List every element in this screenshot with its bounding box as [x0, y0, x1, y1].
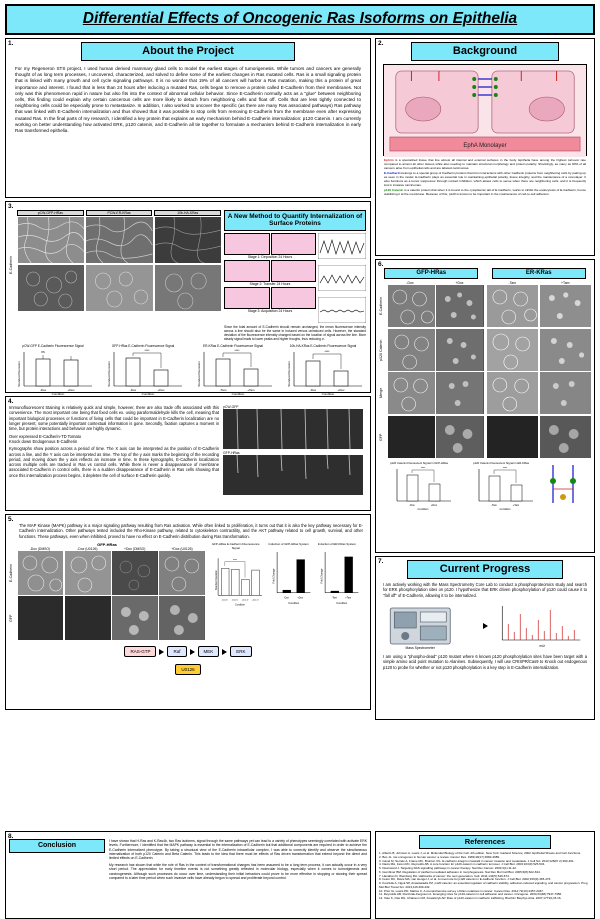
left-column: [5, 38, 371, 828]
micrograph: [388, 416, 435, 458]
micrograph: [86, 265, 152, 311]
legend-term-0: Ephrin: [384, 158, 394, 162]
kymograph-text-2: Kymographs show position across a period of time. The X axis can be interpreted as the position of E-Cadherin across a line, and the Y axis can be interpreted as time. The top of the y axis marks the beginning of the recording period, and moving down the y axis reflects an increase in time. In these kymographs, E-Cadherin localization across multiple cells are tracked in Ras vs control cells. While there is never a disappearance of membrane associated E-Cadherin in control cells, there is a sudden disappearance of E-Cadherin in Ras cells showing that once this internalization process begins, it depletes the cell of surface E-Cadherin quickly.: [9, 446, 219, 478]
schematic-cell: [224, 260, 270, 282]
schematic-cell: [224, 233, 270, 255]
reference-item: 12. Xiao K, Oas RG, Chiasson CM, Kowalczyk AP. Role of p120-catenin in cadherin trafficking. Biochim Biophys Acta. 2007;1773(1):8-16.: [379, 896, 562, 900]
pathway-node-raf: Raf: [167, 646, 186, 657]
bar-chart-induction-hras: [266, 546, 312, 608]
svg-text:+Tam: +Tam: [247, 388, 255, 393]
svg-text:Fold Change: Fold Change: [320, 568, 324, 584]
bar-chart-2: [189, 348, 277, 396]
p120-col-hras-1: +Dox: [455, 281, 464, 285]
poster-columns: [5, 38, 595, 828]
p120-row-label-0: E-Cadherin: [379, 296, 383, 316]
mass-spectrometer-illustration: [383, 602, 480, 650]
micrograph: [112, 551, 158, 595]
mapk-panel-title: GFP-HRas: [97, 541, 117, 547]
micrograph: [18, 217, 84, 263]
arrow-icon: [159, 649, 164, 655]
row-label-ecadherin: E-Cadherin: [9, 255, 13, 275]
svg-text:+Dox: +Dox: [67, 388, 75, 393]
progress-text-2: I am using a "phospho-dead" p120 mutant where 6 known p120 phosphorylation sites have been target with a simple amino acid point mutation to Alanines. Subsequently, I will use CRISPR/Cas9 to Knock out endogenous p120 to probe for whether or not p120 phosphorylation is a key step in E-Cadherin internalization.: [383, 653, 587, 670]
svg-text:-Dox U: -Dox U: [231, 599, 239, 602]
legend-item-ephrin: [384, 159, 586, 171]
reference-item: 9. Kourtidis A, Ngok SP, Anastasiadis PZ. p120 catenin: an essential regulator of cadherin stability, adhesion-induced signaling, and cancer progression. Prog Mol Biol Transl Sci. 2013;116:409-432.: [379, 881, 588, 889]
bar-chart-3: [279, 348, 367, 396]
bar-chart-p120-hras: [379, 465, 459, 511]
svg-text:Condition: Condition: [417, 507, 429, 511]
micrograph: [155, 265, 221, 311]
kymograph-bullet-0: Over expressed E-Cadherin-TD Tomato: [9, 433, 82, 439]
construct-label-2: 10b-HA-KRas: [154, 210, 221, 216]
legend-item-p120: [384, 189, 586, 197]
p120-heading-1: ER-KRas: [492, 268, 586, 279]
legend-item-ecadherin: [384, 172, 586, 188]
method-heading: A New Method to Quantify Internalization of Surface Proteins: [224, 210, 366, 231]
reference-item: 5. Downward J. Targeting RAS signalling pathways in cancer therapy. Nat Rev Cancer. 2003;3(1):11-22.: [379, 866, 517, 870]
legend-term-1: E-Cadherin: [384, 170, 401, 175]
svg-text:m/z: m/z: [539, 643, 545, 648]
kymograph-text: Immunofluorescent Staining is relatively quick and simple, however, there are also trade offs associated with this convenience. The most important one being that fixed cells ex. using paraformaldehyde kills the cell, meaning that important biological processes or functions of living cells that could be important in E-Cadherin localization are no longer present; some potentially important contextual information is gone. Secondly, fixation captures a moment in time, but protein interactions and behavior are highly dynamic.: [9, 405, 219, 432]
about-heading: About the Project: [81, 42, 296, 61]
method-caption: Since the total amount of E-Cadherin should remain unchanged, the mean fluorescence intensity across a line should also be the same in induced versus uninduced cells. However, the standard deviation of the fluorescence intensity changed based on the location of signal across the line. More steady signal leads to lower peaks and higher troughs, thus reducing σ.: [224, 325, 366, 342]
svg-text:+Dox: +Dox: [296, 596, 303, 600]
bar-chart-induction-kras: [314, 546, 360, 608]
mapk-text: The MAP Kinase (MAPK) pathway is a major signaling pathway resulting from Ras activation. While often linked to proliferation, it turns out that it is also the key pathway necessary for E-Cadherin internalization. Other pathways tested included the Rho-Kinase pathway, related to cytoskeleton contractility, and the AKT pathway related to cell growth, survival, and other functions. These pathways, even when inhibited, proved to have no effect on E-Cadherin distribution during Ras transformation.: [19, 523, 363, 539]
svg-text:+Dox: +Dox: [430, 503, 438, 507]
reference-item: 8. Ireton RC, Davis MA, van Hengel J, et al. A novel role for p120 catenin in E-cadherin function. J Cell Biol. 2002;159(3):465-476.: [379, 877, 552, 882]
trace-plot-3: [318, 297, 366, 323]
p120-chart-title-0: p120 Catenin Fluorescent Signal in GFP-HRas: [390, 460, 448, 465]
panel-2-number: 2.: [378, 40, 384, 47]
svg-text:Standard Deviation: Standard Deviation: [197, 361, 201, 388]
svg-text:Mass Spectrometer: Mass Spectrometer: [405, 645, 435, 650]
panel-3-number: 3.: [8, 203, 14, 210]
svg-text:Condition: Condition: [336, 601, 347, 605]
micrograph: [65, 596, 111, 640]
arrow-icon: [190, 649, 195, 655]
svg-text:+Dox: +Dox: [157, 388, 165, 393]
kymo-label-0: pCW-GFP: [223, 405, 239, 409]
svg-text:-Dox D: -Dox D: [221, 599, 228, 602]
reference-item: 3. Canel M, Serrels A, Frame MC, Brunton VG. E-cadherin-integrin crosstalk in cancer invasion and metastasis. J Cell Sci. 2013;126(Pt 2):393-401.: [379, 858, 575, 863]
footer-row: [5, 831, 595, 919]
svg-text:Standard Deviation: Standard Deviation: [107, 361, 111, 388]
mass-spectrum-plot: [491, 602, 588, 650]
trace-plot-1: [318, 233, 366, 259]
panel-8-number: 8.: [8, 833, 14, 840]
svg-text:-Dox: -Dox: [309, 388, 317, 393]
kymograph-image-ras: [223, 455, 363, 495]
panel-references: [375, 831, 595, 919]
mapk-col-1: -Dox (U0126): [77, 546, 98, 551]
pathway-node-mek: MEK: [198, 646, 220, 657]
mapk-col-2: +Dox (DMSO): [123, 546, 146, 551]
svg-text:Fold Change: Fold Change: [271, 568, 275, 584]
conclusion-heading: Conclusion: [9, 839, 105, 853]
panel-method: [5, 201, 371, 397]
epithelium-diagram: [383, 64, 587, 156]
kymograph-bullet-1: Knock down Endogenous E-Cadherin: [9, 438, 78, 444]
svg-text:+Tam: +Tam: [512, 503, 520, 507]
panel-1-number: 1.: [8, 40, 14, 47]
svg-text:Standard Deviation: Standard Deviation: [17, 361, 21, 388]
reference-item: 4. Davis MA, Ireton RC, Reynolds AB. A core function for p120-catenin in cadherin turnover. J Cell Biol. 2003;163(3):525-534.: [379, 862, 546, 867]
micrograph: [65, 551, 111, 595]
panel-5-number: 5.: [8, 516, 14, 523]
p120-row-label-3: GFP: [379, 432, 383, 441]
svg-text:Standard Deviation: Standard Deviation: [287, 361, 291, 388]
micrograph: [487, 372, 539, 414]
svg-text:Condition: Condition: [231, 392, 245, 397]
micrograph: [487, 416, 539, 458]
micrograph: [18, 551, 64, 595]
reference-item: 10. Prior IA, Lewis PD, Mattos C. A comprehensive survey of Ras mutations in cancer. Cancer Res. 2012;72(10):2457-2467.: [379, 888, 544, 893]
micrograph: [388, 285, 435, 327]
micrograph: [159, 551, 205, 595]
svg-text:-Tam: -Tam: [331, 596, 337, 600]
mapk-row-label-1: GFP: [9, 614, 13, 623]
schematic-cell: [271, 233, 317, 255]
conclusion-text: I have shown that H-Ras and K-Ras4b, two Ras isoforms, signal through the same pathways yet can lead to a variety of phenotypes seemingly correlated with activate ERK levels. Furthermore, I identified that the MAPK pathway is essential to the internalization of E-Cadherin but that additional components are required in order to achieve the E-Cadherin internalized phenotype. By taking a structural view of the E-Cadherin intracellular complex, I was able to correctly identify and observe the simultaneous internalization of both p120 Catenin and Beta Catenin. This leads to the idea that there must be effects of Ras driven transformation that extend beyond the direct and limited effects on E-Cadherin.: [109, 839, 367, 861]
micrograph: [436, 416, 483, 458]
svg-text:+Tam: +Tam: [345, 596, 351, 600]
svg-text:****: ****: [502, 465, 508, 470]
micrograph: [540, 329, 592, 371]
svg-text:Condition: Condition: [499, 507, 511, 511]
p120-row-label-1: p120 Catenin: [379, 338, 383, 361]
right-column: [375, 38, 595, 828]
svg-text:Condition: Condition: [321, 392, 335, 397]
p120-col-hras-0: -Dox: [406, 281, 414, 285]
panel-kymograph: [5, 396, 371, 511]
progress-heading: Current Progress: [407, 560, 564, 579]
reference-item: 2. Bos JL. ras oncogenes in human cancer: a review. Cancer Res. 1989;49(17):4682-4689.: [379, 854, 500, 859]
chart-title-2: ER-KRas E-Cadherin Fluorescence Signal: [202, 344, 264, 349]
micrograph: [112, 596, 158, 640]
svg-text:-Tam: -Tam: [219, 388, 227, 393]
svg-text:Standard Deviation: Standard Deviation: [216, 570, 219, 591]
arrow-icon: [483, 623, 488, 629]
schematic-cell: [271, 260, 317, 282]
svg-text:+Dox: +Dox: [337, 388, 345, 393]
construct-label-0: pCW-GFP-HRas: [17, 210, 84, 216]
micrograph: [155, 217, 221, 263]
svg-text:-Tam: -Tam: [491, 503, 497, 507]
poster-title: [5, 4, 595, 35]
panel-7-number: 7.: [378, 558, 384, 565]
about-text: For my Regeneron STS project, I used human derived mammary gland cells to model the earliest stages of tumorigenesis. While tumors and cancers are generally thought of as long term processes, I uncovered, characterized, and solved to define some of the earliest changes in Ras mutated cells. Ras is a small signaling protein that is linked with many growth and cell cycle signaling pathways. It is no wonder that 19% of all cancers will harbor a Ras mutation, making this a protein of great importance and interest. I found that in less than 24 hours after inducing a mutated Ras, cells began to remove a protein called E-Cadherin from their membranes. Not only was this phenomenon rapid in nature but also fits into the context of abnormal cellular behavior. Since E-Cadherin normally acts as a "glue" between neighboring cells, this finding could explain why certain cancerous cells are more likely to detach from neighboring cells and float off. Cells that are less tightly connected to neighboring cells could be especially prone to metastasize. In addition, I also worked to uncover the specific (as there are many Ras associated pathways) Ras pathway that was linked with E-Cadherin internalization and thus showed that it was possible to stop cells from removing E-Cadherin from the membrane even after expressing mutated Ras. In the final parts of my research, I identified a key protein that explains an early mechanism behind E-Cadherin internalization: p120 Catenin. I am currently working on better understanding how activated ERK, p120 catenin, and E-Cadherin all tie together to formulate a mechanism behind E-Cadherin internalization in early Ras transformed epithelia.: [15, 66, 361, 133]
mapk-row-label-0: E-Cadherin: [9, 563, 13, 583]
micrograph: [540, 372, 592, 414]
trace-plot-2: [318, 265, 366, 291]
svg-text:+Dox U: +Dox U: [251, 599, 259, 602]
bar-chart-mapk: [208, 550, 264, 612]
page-title: Differential Effects of Oncogenic Ras Isoforms on Epithelia: [82, 10, 518, 27]
panel-about: [5, 38, 371, 198]
legend-text-1: belongs to a special group of Cadherin proteins that form interactions with other Cadherin proteins from neighboring cells by pairing up as seen in the model. E-Cadherin plays an essential role in maintaining epithelial polarity, tissue integrity, and the maintenance of a monolayer. It also functions as a tumor suppressor through contact inhibition, which allows cells to sense when there are neighboring cells, and it is frequently lost in invasive carcinomas.: [384, 170, 586, 187]
micrograph: [86, 217, 152, 263]
panel-progress: [375, 556, 595, 720]
micrograph: [487, 329, 539, 371]
svg-text:****: ****: [420, 465, 426, 470]
reference-item: 1. Alberts B, Johnson A, Lewis J, et al. Molecular Biology of the Cell. 4th edition. New York: Garland Science; 2002. Epithelial Sheets and Cell Junctions.: [379, 851, 581, 855]
micrograph: [540, 285, 592, 327]
p120-col-kras-1: +Tam: [561, 281, 570, 285]
micrograph: [436, 372, 483, 414]
chart-title-1: GFP-HRas E-Cadherin Fluorescence Signal: [111, 344, 175, 349]
panel-4-number: 4.: [8, 398, 14, 405]
svg-text:Condition: Condition: [51, 392, 65, 397]
reference-item: 6. Gumbiner BM. Regulation of cadherin-mediated adhesion in morphogenesis. Nat Rev Mol Cell Biol. 2005;6(8):622-634.: [379, 869, 541, 874]
svg-text:Condition: Condition: [141, 392, 155, 397]
method-step-1: Stage 2: Transfer 24 Hours: [249, 282, 291, 286]
mapk-col-3: +Dox (U0126): [171, 546, 193, 551]
micrograph: [159, 596, 205, 640]
pathway-node-ras: RAS-GTP: [124, 646, 156, 657]
svg-text:ns: ns: [41, 350, 45, 355]
svg-text:****: ****: [144, 349, 150, 354]
references-list: [379, 852, 591, 901]
reference-item: 7. Hanahan D, Weinberg RA. Hallmarks of cancer: the next generation. Cell. 2011;144(5):646-674.: [379, 873, 510, 878]
construct-label-1: PCW-ER-KRas: [86, 210, 153, 216]
mapk-chart-title-1: Induction of GFP-HRas System: [268, 541, 309, 546]
method-step-0: Stage 1: Deposition 24 Hours: [247, 255, 293, 259]
panel-background: [375, 38, 595, 256]
micrograph: [388, 372, 435, 414]
complex-schematic: [543, 461, 591, 507]
p120-heading-0: GFP-HRas: [384, 268, 478, 279]
kymograph-image-control: [223, 409, 363, 449]
legend-text-2: is a catenin protein that when it is bound to the cytoplasmic tail of E-Cadherin, works to inhibit the endocytosis of E-Cadherin, hence stabilizing it at the membrane. Because of this, p120 is known to be important in the maintenance of cell-to-cell adhesion.: [384, 187, 586, 196]
p120-chart-title-1: p120 Catenin Fluorescent Signal in ER-KRas: [473, 460, 529, 465]
bar-chart-1: [99, 348, 187, 396]
kymo-label-1: GFP-HRas: [223, 451, 240, 455]
svg-text:-Dox: -Dox: [283, 596, 289, 600]
micrograph: [487, 285, 539, 327]
p120-row-label-2: Merge: [379, 387, 383, 399]
svg-text:EphA Monolayer: EphA Monolayer: [463, 142, 507, 150]
panel-conclusion: [5, 831, 371, 919]
reference-item: 11. Reynolds AB, Roczniak-Ferguson A. Emerging roles for p120-catenin in cell adhesion and cancer. Oncogene. 2004;23(48):7947-7956.: [379, 892, 563, 897]
bar-chart-p120-kras: [461, 465, 541, 511]
inhibitor-label-u0126: U0126: [175, 664, 200, 675]
chart-title-3: 10b-HA-KRas E-Cadherin Fluorescence Signal: [289, 344, 357, 349]
legend-text-0: is a specialized tissue that line almost all internal and external surfaces in the body. Epithelia have among the highest turnover rate compared to almost all other tissues while also needing to maintain structural morphology and protein polarity. Shockingly, as many as 90% of all cancers arise from epithelial cells and are labeled carcinomas.: [384, 158, 586, 170]
conclusion-text-2: My research has shown that while the role of Ras in the context of transformational changes has been assumed to be a long term process, it can actually occur in a very short period. The appreciation for early timeline events is not something greatly reflected in molecular biology, especially when it comes to tumorigenesis and carcinogenesis. Although such processes do occur over time, understanding their initial behaviors could prove to be more effective in stopping or slowing their spread compared to a later time period when such invasive cells have already begun to spread and proliferate beyond control.: [109, 862, 367, 880]
chart-title-0: pCW-GFP E-Cadherin Fluorescence Signal: [22, 344, 84, 349]
schematic-cell: [224, 287, 270, 309]
micrograph: [18, 596, 64, 640]
micrograph: [436, 285, 483, 327]
mapk-col-0: -Dox (DMSO): [29, 546, 51, 551]
svg-text:Condition: Condition: [287, 601, 299, 605]
micrograph: [436, 329, 483, 371]
references-heading: References: [419, 835, 550, 849]
legend-term-2: p120 Catenin: [384, 187, 404, 192]
pathway-node-erk: ERK: [230, 646, 251, 657]
mapk-chart-title-0: GFP-HRas E-Cadherin Fluorescence Signal: [211, 541, 260, 550]
micrograph: [18, 265, 84, 311]
svg-text:****: ****: [324, 350, 330, 355]
mapk-chart-title-2: Induction of ER-KRas System: [317, 541, 356, 546]
panel-6-number: 6.: [378, 261, 384, 268]
method-step-2: Stage 3: Acquisition 24 Hours: [247, 309, 293, 313]
svg-text:-Dox: -Dox: [39, 388, 47, 393]
bar-chart-0: [9, 348, 97, 396]
svg-text:-Dox: -Dox: [129, 388, 137, 393]
svg-text:****: ****: [234, 349, 240, 354]
svg-text:Condition: Condition: [235, 604, 245, 607]
micrograph: [388, 329, 435, 371]
background-heading: Background: [411, 42, 559, 61]
p120-col-kras-0: -Tam: [508, 281, 517, 285]
svg-text:+Dox D: +Dox D: [241, 599, 249, 602]
progress-text: I am actively working with the Mass Spectrometry Core Lab to conduct a phosphoproteomics study and search for ERK phosphorylation sites on p120. I hypothesize that ERK driven phosphorylation of p120 could cause it to "fall off" of E-Cadherin, allowing it to be internalized.: [383, 582, 587, 598]
panel-p120: [375, 259, 595, 553]
svg-text:-Dox: -Dox: [409, 503, 415, 507]
schematic-cell: [271, 287, 317, 309]
arrow-icon: [222, 649, 227, 655]
svg-text:****: ****: [232, 558, 237, 562]
micrograph: [540, 416, 592, 458]
panel-mapk: [5, 514, 371, 710]
